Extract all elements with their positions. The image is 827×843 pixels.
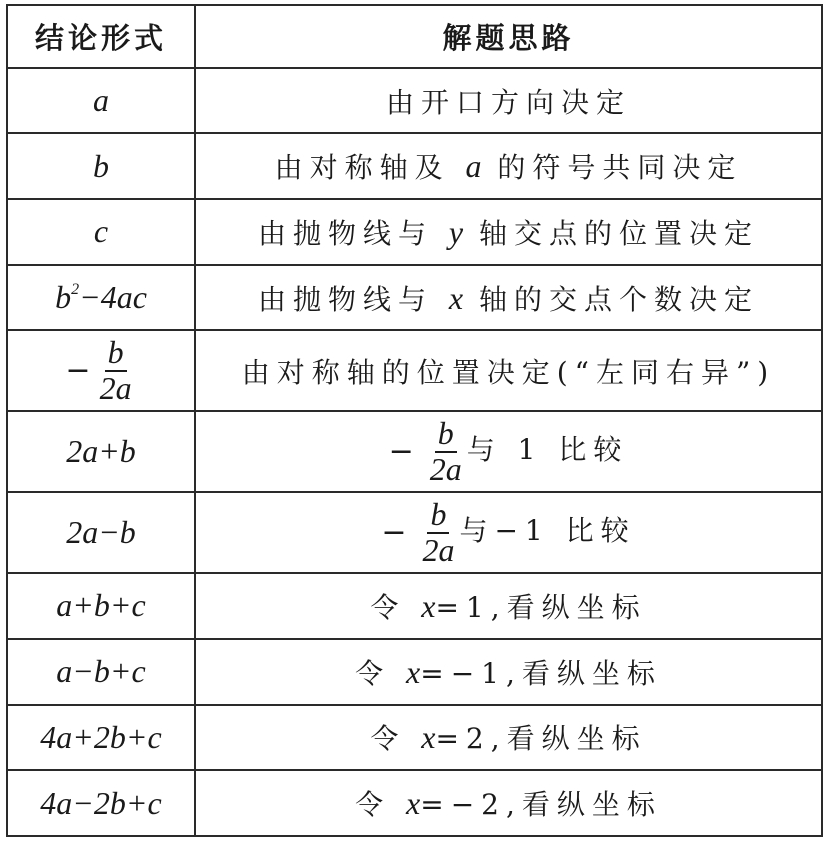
method-var: x xyxy=(406,785,421,822)
method-cell xyxy=(195,705,822,771)
form-cell: 2a−b xyxy=(7,492,195,573)
table-row xyxy=(7,330,822,411)
form-cell: a xyxy=(7,68,195,134)
fraction-denominator: 2a xyxy=(422,531,455,568)
table-row xyxy=(7,770,822,836)
method-text: 令 xyxy=(370,590,406,624)
method-text: 的符号共同决定 xyxy=(497,151,743,185)
table-row xyxy=(7,492,822,573)
form-cell: 2a+b xyxy=(7,411,195,492)
method-text: 由抛物线与 xyxy=(257,282,433,316)
method-cell: 由对称轴的位置决定(“左同右异”) xyxy=(195,330,822,411)
method-var: y xyxy=(448,213,464,250)
method-text: =−2,看纵坐标 xyxy=(420,788,662,822)
table-row xyxy=(7,639,822,705)
form-exponent: 2 xyxy=(71,281,80,299)
method-text: =−1,看纵坐标 xyxy=(420,656,662,690)
method-cell xyxy=(195,133,822,199)
method-cell xyxy=(195,411,822,492)
minus-sign: − xyxy=(388,434,421,470)
form-cell: 4a+2b+c xyxy=(7,705,195,771)
method-text: 由对称轴及 xyxy=(274,151,450,185)
fraction-numerator: b xyxy=(435,417,457,453)
form-cell xyxy=(7,330,195,411)
method-text: 轴交点的位置决定 xyxy=(479,216,760,250)
header-form: 结论形式 xyxy=(7,5,195,68)
method-text: 与−1 比较 xyxy=(459,514,636,548)
method-text: 轴的交点个数决定 xyxy=(479,282,760,316)
method-text: 与 1 比较 xyxy=(466,433,629,467)
form-cell: c xyxy=(7,199,195,265)
form-cell: b xyxy=(7,133,195,199)
form-cell: a+b+c xyxy=(7,573,195,639)
method-text: =1,看纵坐标 xyxy=(435,590,647,624)
method-text: 令 xyxy=(355,788,391,822)
method-text: 由抛物线与 xyxy=(257,216,433,250)
fraction-denominator: 2a xyxy=(429,450,462,487)
form-cell: 4a−2b+c xyxy=(7,770,195,836)
form-rest: −4ac xyxy=(79,279,147,316)
minus-sign: − xyxy=(65,353,91,389)
table-row xyxy=(7,573,822,639)
header-method: 解题思路 xyxy=(195,5,822,68)
method-var: x xyxy=(406,653,421,690)
form-cell xyxy=(7,265,195,331)
table-row xyxy=(7,265,822,331)
method-cell xyxy=(195,492,822,573)
method-cell xyxy=(195,573,822,639)
table-row xyxy=(7,133,822,199)
method-cell: 由开口方向决定 xyxy=(195,68,822,134)
method-var: x xyxy=(421,587,436,624)
method-text: 令 xyxy=(370,722,406,756)
method-var: x xyxy=(448,279,464,316)
form-cell: a−b+c xyxy=(7,639,195,705)
fraction xyxy=(427,417,465,486)
conclusion-table xyxy=(6,4,823,837)
fraction xyxy=(97,336,135,405)
method-text: =2,看纵坐标 xyxy=(435,722,647,756)
table-row xyxy=(7,199,822,265)
header-row xyxy=(7,5,822,68)
fraction-numerator: b xyxy=(427,498,449,534)
table-row xyxy=(7,68,822,134)
method-cell xyxy=(195,770,822,836)
table-row xyxy=(7,705,822,771)
method-cell xyxy=(195,639,822,705)
form-base: b xyxy=(55,279,72,316)
fraction-denominator: 2a xyxy=(99,369,132,406)
method-var: a xyxy=(465,148,482,185)
method-var: x xyxy=(421,719,436,756)
method-cell xyxy=(195,199,822,265)
minus-sign: − xyxy=(381,515,414,551)
method-text: 令 xyxy=(355,656,391,690)
fraction-numerator: b xyxy=(105,336,127,372)
fraction xyxy=(419,498,457,567)
method-cell xyxy=(195,265,822,331)
table-row xyxy=(7,411,822,492)
